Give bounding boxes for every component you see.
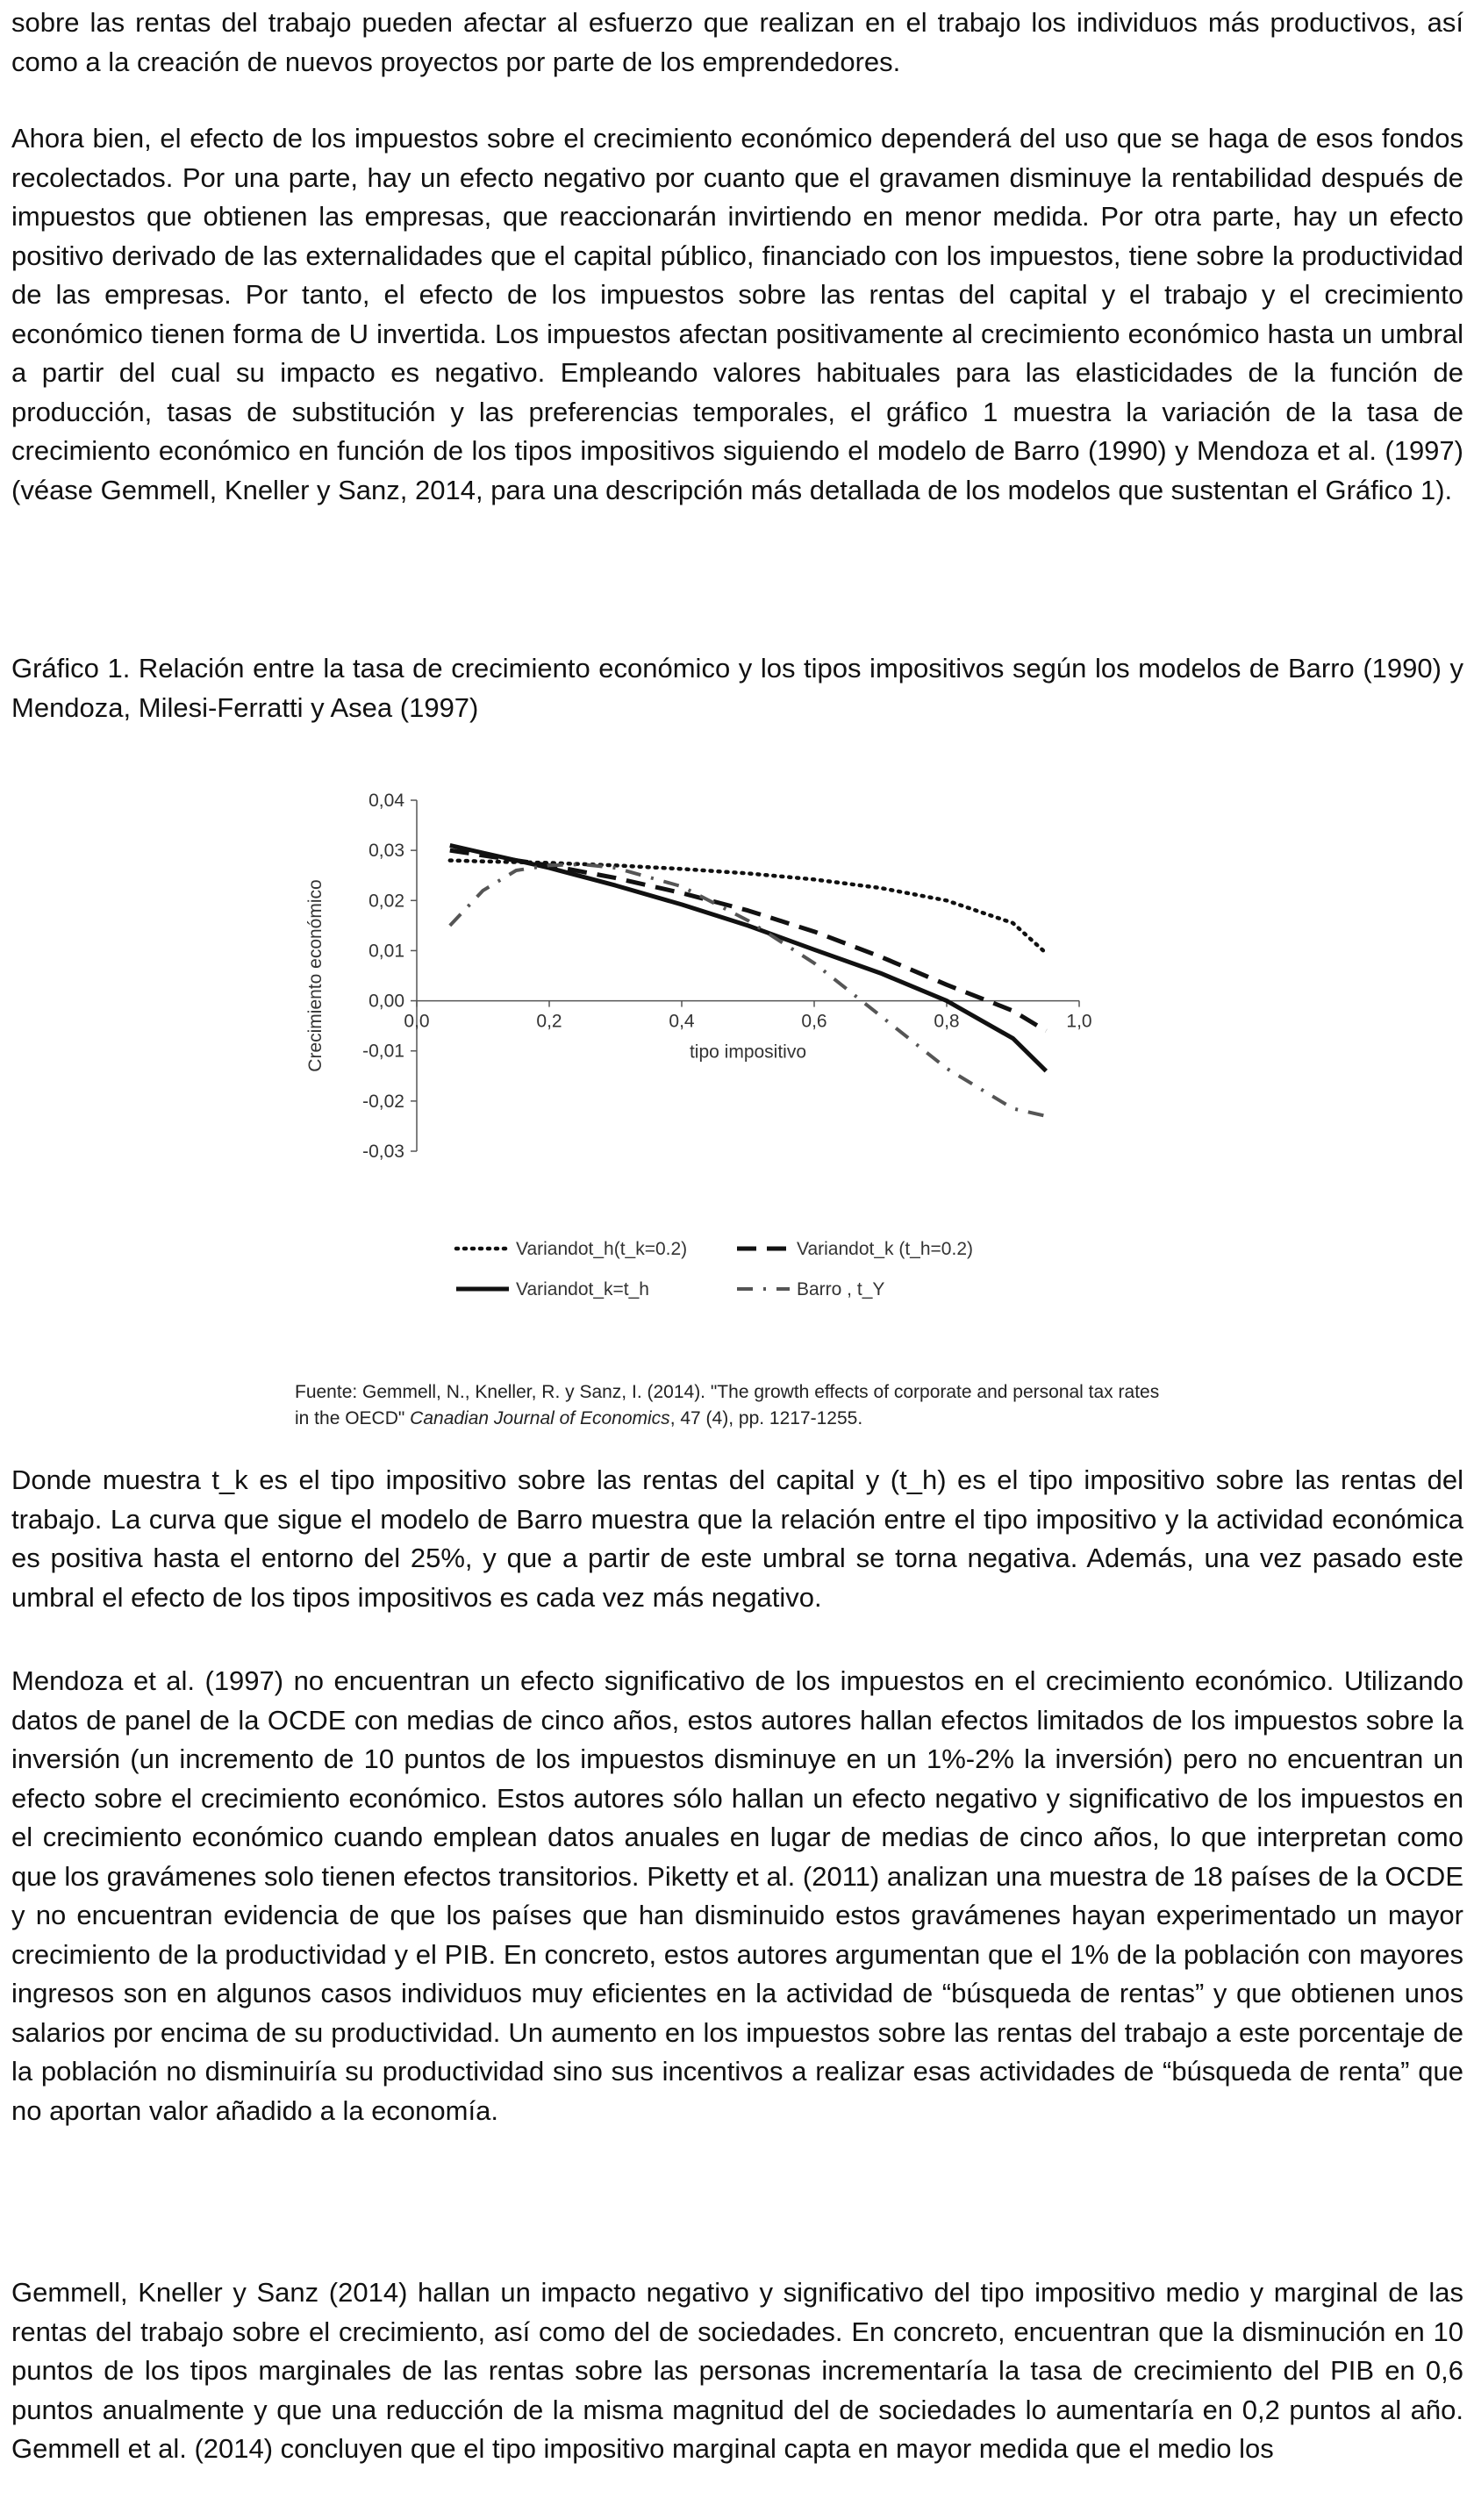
series-point-dash-dot [1012, 1107, 1014, 1110]
paragraph-tax-effects: Ahora bien, el efecto de los impuestos sobre el crecimiento económico dependerá del uso que se haga de esos fondos recolectados. Por una parte, hay un efecto negativo por cuanto que el gravamen disminuye la rentabilidad después de impuestos que obtienen las empresas, que reaccionarán invirtiendo en menor medida. Por otra parte, hay un efecto positivo derivado de las externalidades que el capital público, financiado con los impuestos, tiene sobre la productividad de las empresas. Por tanto, el efecto de los impuestos sobre las rentas del capital y el trabajo y el crecimiento económico tienen forma de U invertida. Los impuestos afectan positivamente al crecimiento económico hasta un umbral a partir del cual su impacto es negativo. Empleando valores habituales para las elasticidades de la función de producción, tasas de substitución y las preferencias temporales, el gráfico 1 muestra la variación de la tasa de crecimiento económico en función de los tipos impositivos siguiendo el modelo de Barro (1990) y Mendoza et al. (1997) (véase Gemmell, Kneller y Sanz, 2014, para una descripción más detallada de los modelos que sustentan el Gráfico 1). [11, 123, 1463, 505]
series-line-dashed [450, 850, 1047, 1031]
series-line-solid [450, 845, 1047, 1070]
series-point-dash-dot [681, 885, 683, 888]
chart-canvas [290, 781, 1184, 1378]
y-tick-label: 0,04 [368, 791, 404, 811]
series-line-dotted [450, 861, 1047, 954]
figure-source [295, 1379, 1172, 1432]
y-tick-label: -0,02 [362, 1091, 404, 1112]
legend-label: Variandot_h(t_k=0.2) [516, 1239, 688, 1259]
series-point-dashed [1012, 1010, 1014, 1013]
y-tick-label: 0,02 [368, 891, 404, 912]
x-axis-title: tipo impositivo [689, 1042, 807, 1063]
figure-caption: Gráfico 1. Relación entre la tasa de crecimiento económico y los tipos impositivos según los modelos de Barro (1990) y Mendoza, Milesi-Ferratti y Asea (1997) [11, 653, 1463, 723]
y-tick-label: -0,03 [362, 1142, 404, 1162]
paragraph-chart-explanation: Donde muestra t_k es el tipo impositivo sobre las rentas del capital y (t_h) es el tipo impositivo sobre las rentas del trabajo. La curva que sigue el modelo de Barro muestra que la relación entre el tipo impositivo y la actividad económica es positiva hasta el entorno del 25%, y que a partir de este umbral se torna negativa. Además, una vez pasado este umbral el efecto de los tipos impositivos es cada vez más negativo. [11, 1464, 1463, 1613]
y-tick-label: 0,01 [368, 941, 404, 962]
x-tick-label: 0,0 [404, 1011, 430, 1032]
y-tick-label: 0,03 [368, 841, 404, 862]
source-prefix: Fuente: Gemmell, N., Kneller, R. y Sanz, I. (2014). "The growth effects of corporate and personal tax rates in the OECD" [295, 1382, 1160, 1428]
series-line-dash-dot [450, 864, 1047, 1116]
paragraph-gemmell: Gemmell, Kneller y Sanz (2014) hallan un impacto negativo y significativo del tipo impositivo medio y marginal de las rentas del trabajo sobre el crecimiento, así como del de sociedades. En concreto, encuentran que la disminución en 10 puntos de los tipos marginales de las rentas sobre las personas incrementaría la tasa de crecimiento del PIB en 0,6 puntos anualmente y que una reducción de la misma magnitud del de sociedades lo aumentaría en 0,2 puntos al año. Gemmell et al. (2014) concluyen que el tipo impositivo marginal capta en mayor medida que el medio los [11, 2277, 1463, 2464]
x-tick-label: 0,4 [669, 1011, 695, 1032]
x-tick-label: 0,2 [536, 1011, 562, 1032]
source-suffix: , 47 (4), pp. 1217-1255. [669, 1408, 863, 1428]
series-point-dashed [879, 956, 882, 958]
paragraph-mendoza-piketty: Mendoza et al. (1997) no encuentran un efecto significativo de los impuestos en el crecimiento económico. Utilizando datos de panel de la OCDE con medias de cinco años, estos autores hallan efectos limitados de los impuestos sobre la inversión (un incremento de 10 puntos de los impuestos disminuye en un 1%-2% la inversión) pero no encuentran un efecto sobre el crecimiento económico. Estos autores sólo hallan un efecto negativo y significativo de los impuestos en el crecimiento económico cuando emplean datos anuales en lugar de medias de cinco años, lo que interpretan como que los gravámenes solo tienen efectos transitorios. Piketty et al. (2011) analizan una muestra de 18 países de la OCDE y no encuentran evidencia de que los países que han disminuido estos gravámenes hayan experimentado un mayor crecimiento de la productividad y el PIB. En concreto, estos autores argumentan que el 1% de la población con mayores ingresos son en algunos casos individuos muy eficientes en la actividad de “búsqueda de rentas” y que obtienen unos salarios por encima de su productividad. Un aumento en los impuestos sobre las rentas del trabajo a este porcentaje de la población no disminuiría su productividad sino sus incentivos a realizar esas actividades de “búsqueda de renta” que no aportan valor añadido a la economía. [11, 1665, 1463, 2126]
x-tick-label: 0,6 [801, 1011, 827, 1032]
legend-label: Variandot_k=t_h [516, 1279, 649, 1299]
legend-label: Barro , t_Y [797, 1279, 885, 1299]
series-point-dash-dot [1045, 1115, 1048, 1118]
paragraph-intro-continuation: sobre las rentas del trabajo pueden afectar al esfuerzo que realizan en el trabajo los individuos más productivos, así como a la creación de nuevos proyectos por parte de los emprendedores. [11, 7, 1463, 77]
series-point-dash-dot [879, 1014, 882, 1017]
y-tick-label: -0,01 [362, 1041, 404, 1062]
source-journal: Canadian Journal of Economics [410, 1408, 670, 1428]
x-tick-label: 1,0 [1066, 1011, 1092, 1032]
x-tick-label: 0,8 [934, 1011, 960, 1032]
y-tick-label: 0,00 [368, 991, 404, 1012]
growth-vs-tax-chart [290, 781, 1184, 1378]
series-point-dotted [1045, 952, 1048, 955]
series-point-dashed [681, 891, 683, 894]
y-axis-title: Crecimiento económico [305, 879, 326, 1072]
legend-label: Variandot_k (t_h=0.2) [797, 1239, 973, 1259]
